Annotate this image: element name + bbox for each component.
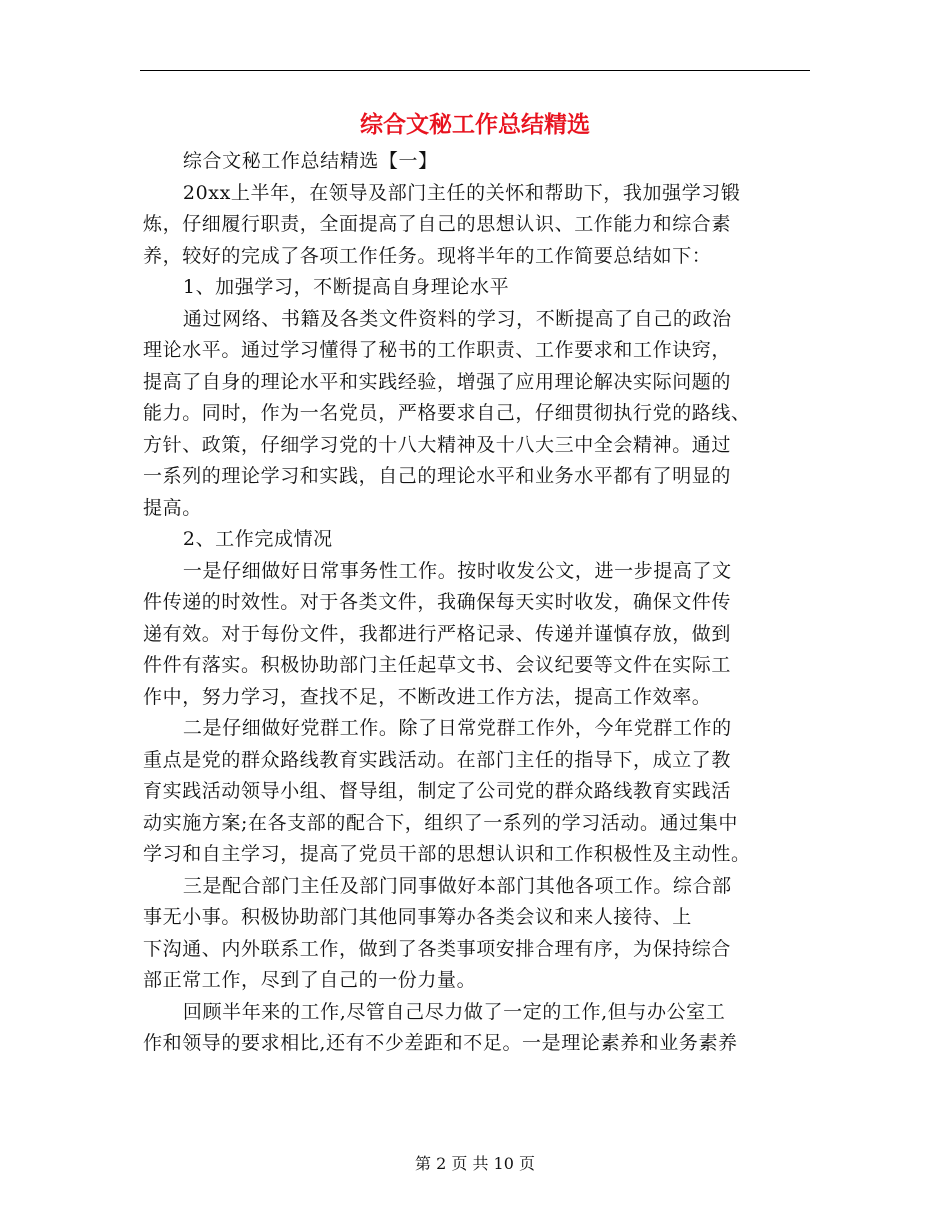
subheading-study: 1、加强学习，不断提高自身理论水平 (182, 276, 510, 298)
page-number: 第 2 页 共 10 页 (415, 1154, 535, 1173)
paragraph-party-work: 二是仔细做好党群工作。除了日常党群工作外，今年党群工作的 重点是党的群众路线教育实践活动。在部门主任的指导下，成立了教 育实践活动领导小组、督导组，制定了公司党的群众路线教育实践活 动实施方案;在各支部的配合下，组织了一系列的学习活动。通过集中 学习和自主学习，提高了党员干部的思想认识和工作积极性及主动性。 (143, 717, 751, 865)
document-title: 综合文秘工作总结精选 (360, 111, 590, 138)
paragraph-department-work: 三是配合部门主任及部门同事做好本部门其他各项工作。综合部 事无小事。积极协助部门其他同事筹办各类会议和来人接待、上 下沟通、内外联系工作，做到了各类事项安排合理有序，为保持综合 部正常工作，尽到了自己的一份力量。 (143, 874, 732, 991)
document-body (143, 146, 813, 1060)
paragraph-routine-work: 一是仔细做好日常事务性工作。按时收发公文，进一步提高了文 件传递的时效性。对于各类文件，我确保每天实时收发，确保文件传 递有效。对于每份文件，我都进行严格记录、传递并谨慎存放，做到 件件有落实。积极协助部门主任起草文书、会议纪要等文件在实际工 作中，努力学习，查找不足，不断改进工作方法，提高工作效率。 (143, 559, 732, 708)
paragraph-intro: 20xx上半年，在领导及部门主任的关怀和帮助下，我加强学习锻 炼，仔细履行职责，全面提高了自己的思想认识、工作能力和综合素 养，较好的完成了各项工作任务。现将半年的工作简要总结如下： (143, 181, 741, 267)
paragraph-study: 通过网络、书籍及各类文件资料的学习，不断提高了自己的政治 理论水平。通过学习懂得了秘书的工作职责、工作要求和工作诀窍， 提高了自身的理论水平和实践经验，增强了应用理论解决实际问题的 能力。同时，作为一名党员，严格要求自己，仔细贯彻执行党的路线、 方针、政策，仔细学习党的十八大精神及十八大三中全会精神。通过 一系列的理论学习和实践，自己的理论水平和业务水平都有了明显的 提高。 (143, 307, 751, 519)
subheading-work: 2、工作完成情况 (182, 528, 333, 550)
paragraph-review: 回顾半年来的工作,尽管自己尽力做了一定的工作,但与办公室工 作和领导的要求相比,还有不少差距和不足。一是理论素养和业务素养 (143, 1000, 738, 1054)
section-heading: 综合文秘工作总结精选【一】 (182, 150, 438, 172)
header-rule (140, 70, 810, 71)
